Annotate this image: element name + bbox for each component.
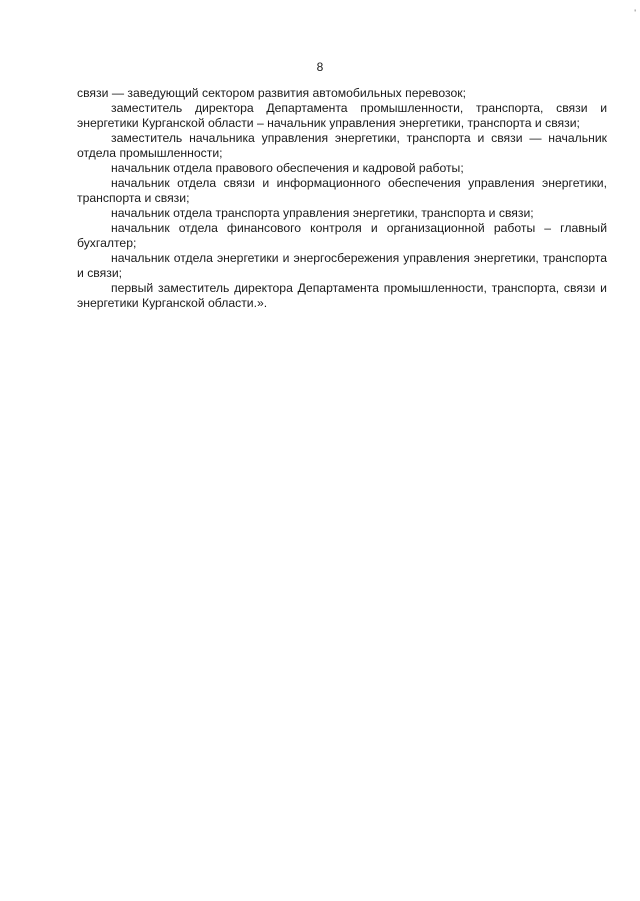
paragraph: связи — заведующий сектором развития автомобильных перевозок;: [77, 86, 466, 100]
page-number: 8: [316, 60, 324, 74]
paragraph: начальник отдела транспорта управления энергетики, транспорта и связи;: [111, 206, 534, 220]
scan-mark: ': [634, 8, 636, 18]
document-body: [77, 86, 607, 311]
paragraph: начальник отдела энергетики и энергосбережения управления энергетики, транспорта и связи;: [77, 251, 607, 280]
paragraph: заместитель начальника управления энергетики, транспорта и связи — начальник отдела промышленности;: [77, 131, 607, 160]
paragraph: начальник отдела финансового контроля и организационной работы – главный бухгалтер;: [77, 221, 607, 250]
paragraph: заместитель директора Департамента промышленности, транспорта, связи и энергетики Курганской области – начальник управления энергетики, транспорта и связи;: [77, 101, 607, 130]
paragraph: начальник отдела правового обеспечения и кадровой работы;: [111, 161, 464, 175]
paragraph: начальник отдела связи и информационного обеспечения управления энергетики, транспорта и связи;: [77, 176, 607, 205]
paragraph: первый заместитель директора Департамента промышленности, транспорта, связи и энергетики Курганской области.».: [77, 281, 607, 310]
